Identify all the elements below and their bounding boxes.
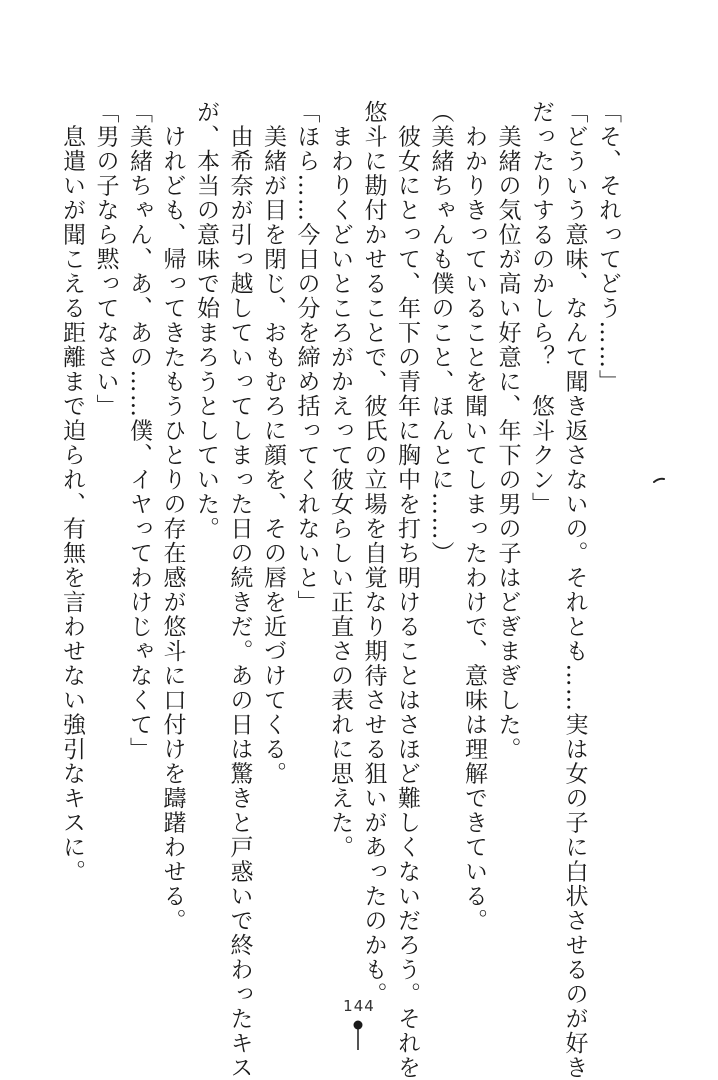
text-line: 「そ、それってどう……」: [595, 100, 621, 394]
page-number: 144: [343, 997, 375, 1015]
text-line: 彼女にとって、年下の青年に胸中を打ち明けることはさほど難しくないだろう。それを: [394, 100, 420, 1080]
text-line: 息遣いが聞こえる距離まで迫られ、有無を言わせない強引なキスに。: [59, 100, 85, 884]
ink-speck: [653, 477, 665, 483]
text-line: （美緒ちゃんも僕のこと、ほんとに……）: [427, 100, 454, 566]
text-line: 美緒が目を閉じ、おもむろに顔を、その唇を近づけてくる。: [260, 100, 286, 786]
text-line: が、本当の意味で始まろうとしていた。: [193, 100, 219, 541]
text-line: けれども、帰ってきたもうひとりの存在感が悠斗に口付けを躊躇わせる。: [159, 100, 186, 933]
text-line: だったりするのかしら？ 悠斗クン」: [528, 100, 554, 517]
text-line: 「美緒ちゃん、あ、あの……僕、イヤってわけじゃなくて」: [126, 100, 152, 762]
text-line: 悠斗に勘付かせることで、彼氏の立場を自覚なり期待させる狙いがあったのかも。: [360, 100, 387, 1007]
page-marker-icon: [353, 1020, 363, 1050]
text-line: 「どういう意味、なんて聞き返さないの。それとも……実は女の子に白状させるのが好き: [561, 100, 588, 1080]
text-line: 由希奈が引っ越していってしまった日の続きだ。あの日は驚きと戸惑いで終わったキス: [226, 100, 253, 1080]
text-line: まわりくどいところがかえって彼女らしい正直さの表れに思えた。: [327, 100, 353, 860]
text-line: 美緒の気位が高い好意に、年下の男の子はどぎまぎした。: [494, 100, 521, 762]
text-line: 「男の子なら黙ってなさい」: [92, 100, 119, 419]
text-line: わかりきっていることを聞いてしまったわけで、意味は理解できている。: [461, 100, 487, 933]
text-line: 「ほら……今日の分を締め括ってくれないと」: [293, 100, 320, 615]
